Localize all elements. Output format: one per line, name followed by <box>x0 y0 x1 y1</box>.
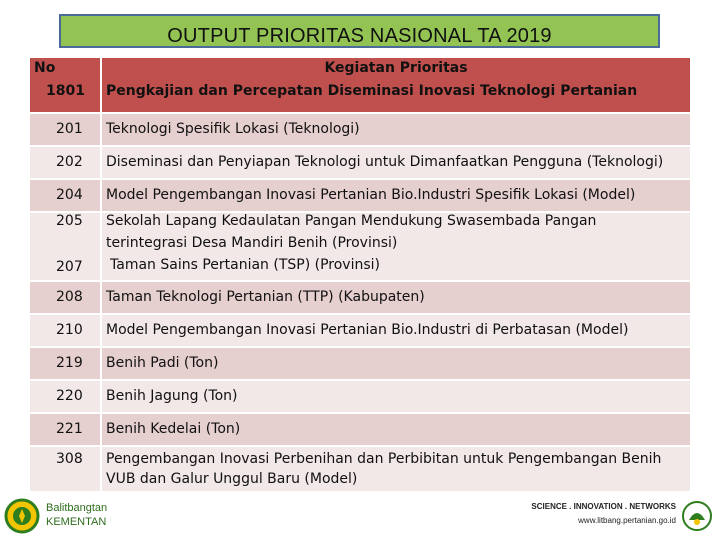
page-title: OUTPUT PRIORITAS NASIONAL TA 2019 <box>167 25 552 47</box>
table-row <box>30 381 690 412</box>
table-row <box>30 180 690 211</box>
row-no: 202 <box>56 154 83 170</box>
row-no: 205 <box>56 213 83 229</box>
org-name-line1: Balitbangtan <box>46 502 108 514</box>
org-name-line2: KEMENTAN <box>46 516 107 528</box>
header-no-label: No <box>34 60 56 76</box>
table-row <box>30 414 690 445</box>
table-row <box>30 147 690 178</box>
row-no: 220 <box>56 388 83 404</box>
row-text: Taman Sains Pertanian (TSP) (Provinsi) <box>110 257 380 273</box>
table-row <box>30 282 690 313</box>
footer <box>0 492 720 540</box>
row-no: 308 <box>56 451 83 467</box>
row-text: Model Pengembangan Inovasi Pertanian Bio.Industri di Perbatasan (Model) <box>106 322 629 338</box>
row-text: Pengembangan Inovasi Perbenihan dan Perbibitan untuk Pengembangan Benih <box>106 451 662 467</box>
row-text-continued: VUB dan Galur Unggul Baru (Model) <box>106 471 358 487</box>
row-no: 201 <box>56 121 83 137</box>
row-no: 208 <box>56 289 83 305</box>
row-text: Benih Jagung (Ton) <box>106 388 238 404</box>
row-text: Diseminasi dan Penyiapan Teknologi untuk Dimanfaatkan Pengguna (Teknologi) <box>106 154 664 170</box>
table-row <box>30 213 690 280</box>
header-no-value: 1801 <box>46 83 85 99</box>
header-activity-cell <box>102 58 690 112</box>
table-row <box>30 447 690 491</box>
page-title-box <box>59 14 660 48</box>
table-row <box>30 315 690 346</box>
balitbangtan-logo-icon <box>4 498 40 534</box>
row-no: 207 <box>56 259 83 275</box>
table-row <box>30 114 690 145</box>
row-text: Model Pengembangan Inovasi Pertanian Bio.Industri Spesifik Lokasi (Model) <box>106 187 636 203</box>
row-text-continued: terintegrasi Desa Mandiri Benih (Provinsi) <box>106 235 398 251</box>
header-activity-label: Kegiatan Prioritas <box>324 60 468 76</box>
website-link: www.litbang.pertanian.go.id <box>578 516 676 525</box>
row-text: Taman Teknologi Pertanian (TTP) (Kabupaten) <box>106 289 425 305</box>
table-row <box>30 348 690 379</box>
header-no-cell <box>30 58 100 112</box>
row-text: Teknologi Spesifik Lokasi (Teknologi) <box>106 121 360 137</box>
row-no: 219 <box>56 355 83 371</box>
row-no: 204 <box>56 187 83 203</box>
table-header-row <box>30 58 690 112</box>
ministry-emblem-icon <box>680 498 714 534</box>
row-text: Sekolah Lapang Kedaulatan Pangan Mendukung Swasembada Pangan <box>106 213 597 229</box>
row-text: Benih Padi (Ton) <box>106 355 219 371</box>
header-activity-value: Pengkajian dan Percepatan Diseminasi Inovasi Teknologi Pertanian <box>106 83 638 99</box>
row-no: 221 <box>56 421 83 437</box>
tagline: SCIENCE . INNOVATION . NETWORKS <box>531 502 676 511</box>
row-no: 210 <box>56 322 83 338</box>
row-text: Benih Kedelai (Ton) <box>106 421 241 437</box>
